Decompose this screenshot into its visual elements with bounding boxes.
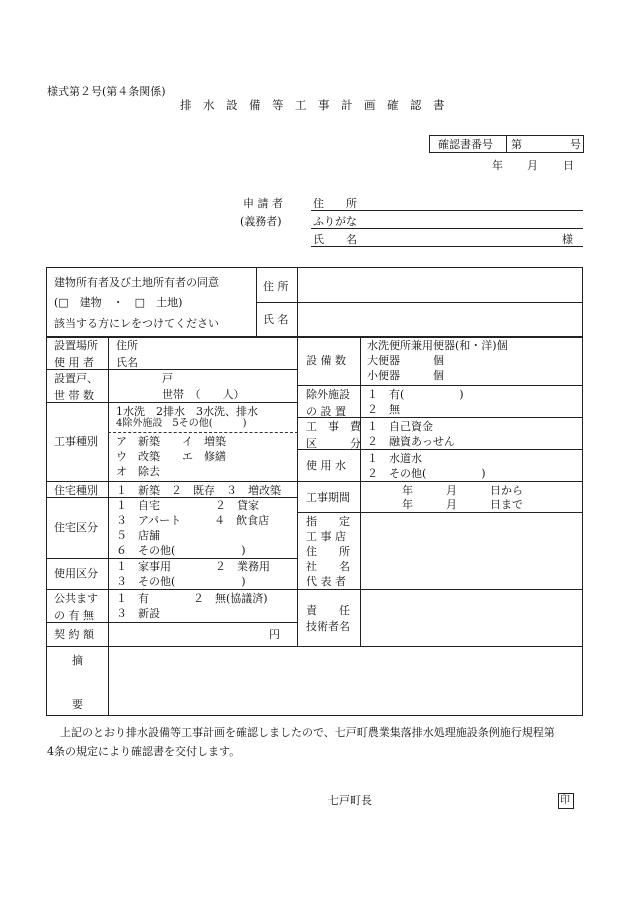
applicant-address-label: 住 所 — [313, 197, 357, 210]
equipment-line-1: 水洗便所兼用便器(和・洋)個 — [367, 339, 508, 352]
public-basin-line-2: ３ 新設 — [116, 607, 160, 620]
work-type-label: 工事種別 — [54, 435, 98, 448]
location-label: 設置場所 使 用 者 — [54, 339, 98, 369]
equipment-line-2: 大便器 個 — [367, 354, 444, 367]
issuer: 七戸町長 — [328, 794, 372, 807]
document-title: 排 水 設 備 等 工 事 計 画 確 認 書 — [180, 98, 445, 112]
exclusion-facility-option-1: １ 有( ) — [367, 388, 464, 401]
usage-line-1: １ 家事用 ２ 業務用 — [116, 560, 270, 573]
households-value-units: 戸 — [162, 372, 173, 385]
housing-class-line-1: １ 自宅 ２ 貸家 — [116, 499, 259, 512]
contract-amount-label: 契 約 額 — [54, 628, 94, 641]
housing-class-label: 住宅区分 — [54, 521, 98, 534]
engineer-label: 責 任 技術者名 — [306, 604, 350, 633]
equipment-line-3: 小便器 個 — [367, 369, 444, 382]
exclusion-facility-label: 除外施設 の 設 置 — [306, 388, 350, 418]
contractor-label: 指 定 工 事 店 住 所 社 名 代 表 者 — [306, 515, 350, 588]
public-basin-label: 公共ます の 有 無 — [54, 592, 98, 622]
applicant-label-sub: (義務者) — [240, 215, 282, 228]
owner-name-label: 氏 名 — [263, 313, 289, 326]
work-type-line-1: 1水洗 2排水 3水洗、排水 — [116, 405, 258, 418]
work-period-start: 年 月 日から — [402, 484, 523, 497]
work-period-end: 年 月 日まで — [402, 498, 523, 511]
consent-line-2: (□ 建物 ・ □ 土地) — [54, 296, 183, 309]
form-number: 様式第２号(第４条関係) — [47, 85, 166, 98]
housing-type-value: １ 新築 ２ 既存 ３ 増改築 — [116, 484, 281, 497]
applicant-furigana-label: ふりがな — [313, 215, 357, 228]
date-day: 日 — [563, 159, 574, 172]
cost-category-label: 工 事 費 区 分 — [306, 420, 361, 450]
equipment-label: 設 備 数 — [306, 354, 346, 367]
work-type-line-4: ウ 改築 エ 修繕 — [116, 450, 226, 463]
seal-box — [558, 793, 574, 809]
work-type-line-2: 4除外施設 5その他( ) — [116, 418, 247, 429]
water-source-option-1: １ 水道水 — [367, 452, 422, 465]
applicant-label: 申 請 者 — [243, 197, 283, 210]
water-source-label: 使 用 水 — [306, 459, 346, 472]
work-type-line-3: ア 新築 イ 増築 — [116, 435, 226, 448]
work-period-label: 工事期間 — [306, 491, 350, 504]
remarks-label-1: 摘 — [72, 654, 83, 667]
consent-line-3: 該当する方にレをつけてください — [54, 317, 219, 330]
contract-amount-unit: 円 — [269, 628, 280, 641]
water-source-option-2: ２ その他( ) — [367, 467, 486, 480]
households-label: 設置戸、 世 帯 数 — [54, 372, 98, 402]
exclusion-facility-option-2: ２ 無 — [367, 403, 400, 416]
date-month: 月 — [527, 159, 538, 172]
statement-line-2: 4条の規定により確認書を交付します。 — [47, 745, 241, 758]
remarks-label-2: 要 — [72, 698, 83, 711]
date-year: 年 — [492, 159, 503, 172]
housing-class-line-3: ５ 店舗 — [116, 529, 160, 542]
consent-line-1: 建物所有者及び土地所有者の同意 — [54, 276, 219, 289]
housing-type-label: 住宅種別 — [54, 484, 98, 497]
public-basin-line-1: １ 有 ２ 無(協議済) — [116, 592, 268, 605]
cost-category-option-2: ２ 融資あっせん — [367, 435, 455, 448]
usage-label: 使用区分 — [54, 567, 98, 580]
location-value: 住所 氏名 — [116, 339, 138, 369]
seal-mark: 印 — [560, 795, 570, 806]
certificate-number-prefix: 第 — [511, 138, 522, 151]
households-value-families: 世帯 （ 人） — [162, 388, 245, 401]
applicant-honorific: 様 — [562, 233, 573, 246]
owner-address-label: 住 所 — [263, 280, 289, 293]
statement-line-1: 上記のとおり排水設備等工事計画を確認しましたので、七戸町農業集落排水処理施設条例施行規程第 — [60, 726, 555, 739]
certificate-number-suffix: 号 — [570, 138, 581, 151]
certificate-number-box — [429, 135, 584, 153]
applicant-name-label: 氏 名 — [313, 233, 357, 246]
work-type-line-5: オ 除去 — [116, 465, 160, 478]
usage-line-2: ３ その他( ) — [116, 575, 246, 588]
cost-category-option-1: １ 自己資金 — [367, 420, 433, 433]
housing-class-line-4: ６ その他( ) — [116, 544, 246, 557]
certificate-number-label: 確認書番号 — [438, 138, 493, 151]
housing-class-line-2: ３ アパート ４ 飲食店 — [116, 514, 270, 527]
